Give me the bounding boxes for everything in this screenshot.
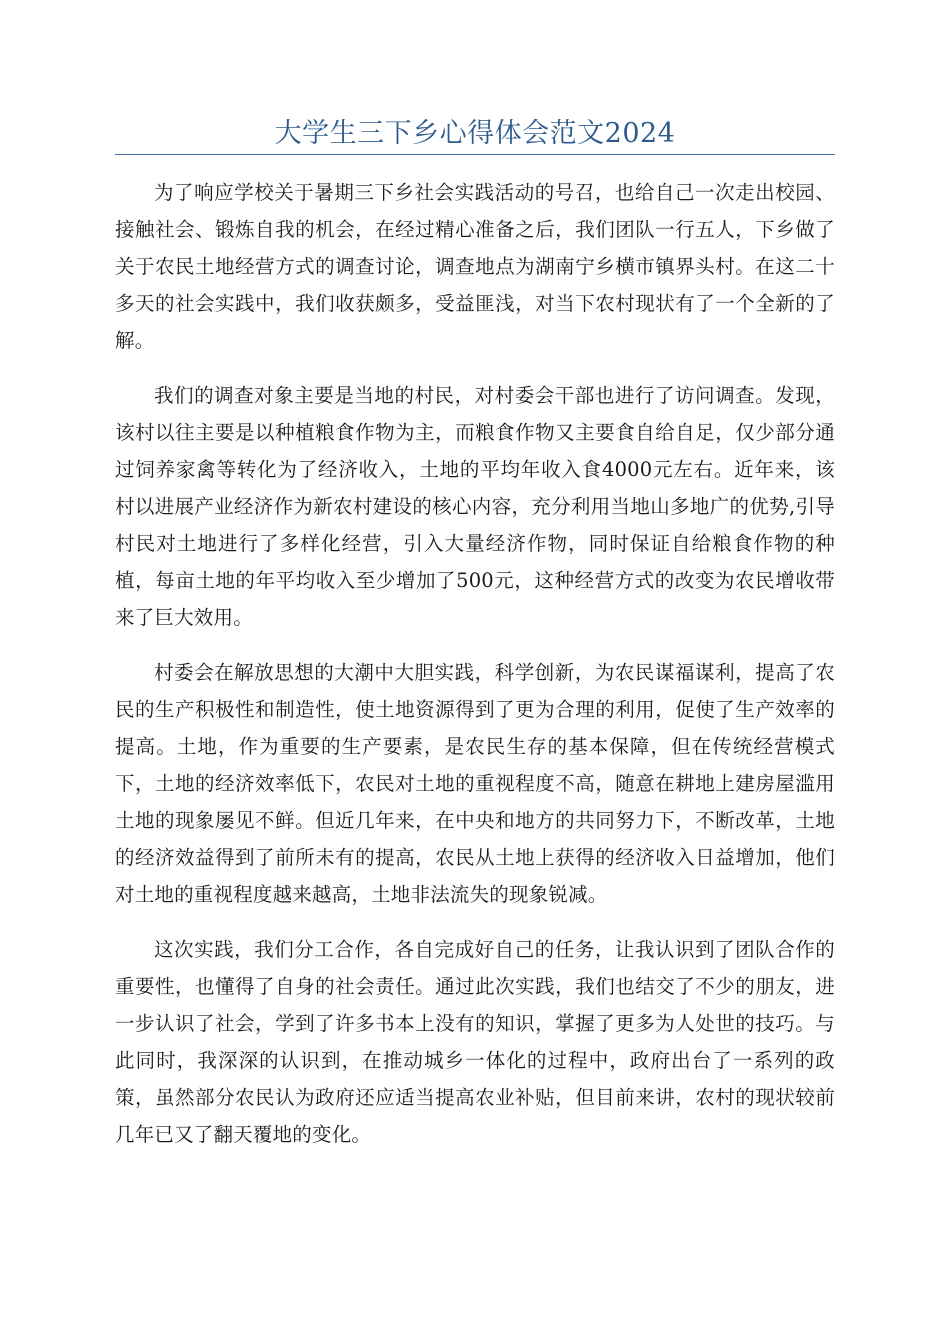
paragraph-1: 为了响应学校关于暑期三下乡社会实践活动的号召，也给自己一次走出校园、接触社会、锻炼自我的机会，在经过精心准备之后，我们团队一行五人，下乡做了关于农民土地经营方式的调查讨论，调查地点为湖南宁乡横市镇界头村。在这二十多天的社会实践中，我们收获颇多，受益匪浅，对当下农村现状有了一个全新的了解。 (115, 181, 835, 352)
paragraph-4: 这次实践，我们分工合作，各自完成好自己的任务，让我认识到了团队合作的重要性，也懂得了自身的社会责任。通过此次实践，我们也结交了不少的朋友，进一步认识了社会，学到了许多书本上没有的知识，掌握了更多为人处世的技巧。与此同时，我深深的认识到，在推动城乡一体化的过程中，政府出台了一系列的政策，虽然部分农民认为政府还应适当提高农业补贴，但目前来讲，农村的现状较前几年已又了翻天覆地的变化。 (115, 938, 835, 1146)
paragraph-3: 村委会在解放思想的大潮中大胆实践，科学创新，为农民谋福谋利，提高了农民的生产积极性和制造性，使土地资源得到了更为合理的利用，促使了生产效率的提高。土地，作为重要的生产要素，是农民生存的基本保障，但在传统经营模式下，土地的经济效率低下，农民对土地的重视程度不高，随意在耕地上建房屋滥用土地的现象屡见不鲜。但近几年来，在中央和地方的共同努力下，不断改革，土地的经济效益得到了前所未有的提高，农民从土地上获得的经济收入日益增加，他们对土地的重视程度越来越高，土地非法流失的现象锐减。 (115, 661, 835, 906)
document-body (115, 174, 835, 1171)
title-underline-divider (115, 154, 835, 155)
document-title: 大学生三下乡心得体会范文2024 (274, 118, 676, 149)
paragraph-2: 我们的调查对象主要是当地的村民，对村委会干部也进行了访问调查。发现，该村以往主要是以种植粮食作物为主，而粮食作物又主要食自给自足，仅少部分通过饲养家禽等转化为了经济收入，土地的平均年收入食4000元左右。近年来，该村以进展产业经济作为新农村建设的核心内容，充分利用当地山多地广的优势,引导村民对土地进行了多样化经营，引入大量经济作物，同时保证自给粮食作物的种植，每亩土地的年平均收入至少增加了500元，这种经营方式的改变为农民增收带来了巨大效用。 (115, 384, 835, 629)
